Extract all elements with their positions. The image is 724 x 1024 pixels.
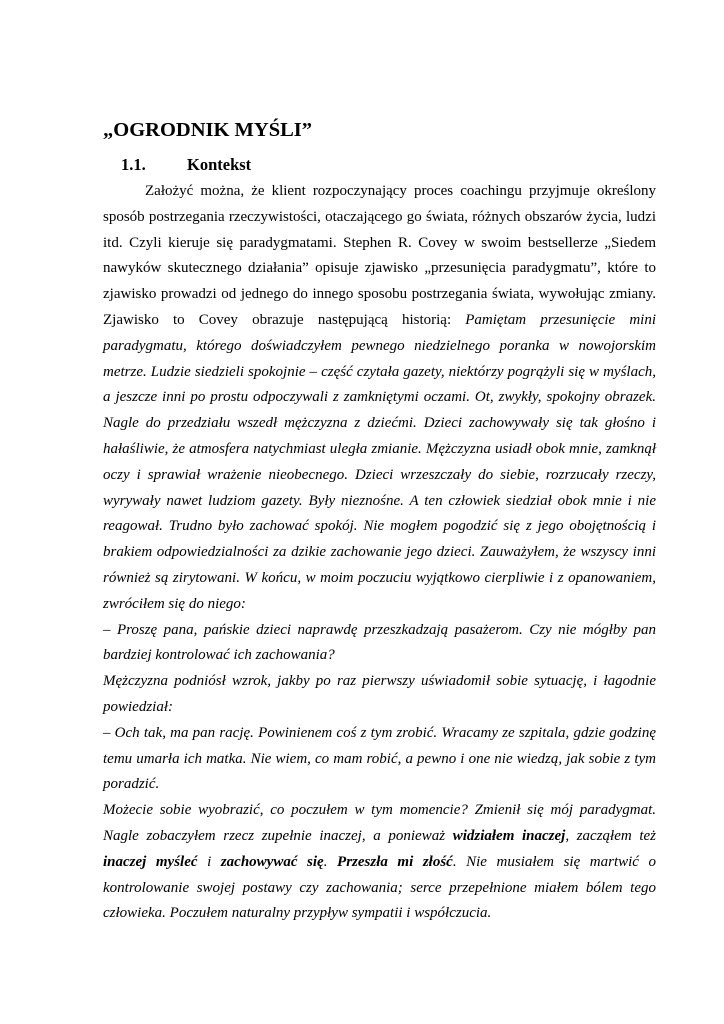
dialog-line-1: – Proszę pana, pańskie dzieci naprawdę przeszkadzają pasażerom. Czy nie mógłby pan bardziej kontrolować ich zachowania? [103,621,656,664]
closing-bold-3: zachowywać się [220,853,324,870]
page-content [103,116,656,927]
section-title: Kontekst [187,155,252,174]
closing-part-4: . [323,853,338,870]
section-heading [103,153,656,177]
section-number: 1.1. [121,155,146,174]
closing-bold-1: widziałem inaczej [452,827,566,844]
document-title: „OGRODNIK MYŚLI” [103,119,313,141]
quote-story-text: Pamiętam przesunięcie mini paradygmatu, którego doświadczyłem pewnego niedzielnego poranka w nowojorskim metrze. Ludzie siedzieli spokojnie – część czytała gazety, niektórzy pogrążyli się w myślach, a jeszcze inni po prostu odpoczywali z zamkniętymi oczami. Ot, zwykły, spokojny obrazek. Nagle do przedziału wszedł mężczyzna z dziećmi. Dzieci zachowywały się tak głośno i hałaśliwie, że atmosfera natychmiast uległa zmianie. Mężczyzna usiadł obok mnie, zamknął oczy i sprawiał wrażenie nieobecnego. Dzieci wrzeszczały do siebie, rozrzucały rzeczy, wyrywały nawet ludziom gazety. Były nieznośne. A ten człowiek siedział obok mnie i nie reagował. Trudno było zachować spokój. Nie mogłem pogodzić się z jego obojętnością i brakiem odpowiedzialności za dzikie zachowanie jego dzieci. Zauważyłem, że wszyscy inni również są zirytowani. W końcu, w moim poczuciu wyjątkowo cierpliwie i z opanowaniem, zwróciłem się do niego: [103,311,656,612]
closing-part-1: Możecie sobie wyobrazić, co poczułem w tym momencie? Zmienił się mój paradygmat. Nagle zobaczyłem rzecz zupełnie inaczej, a ponieważ [103,802,656,844]
closing-paragraph [103,798,656,927]
narration-line: Mężczyzna podniósł wzrok, jakby po raz pierwszy uświadomił sobie sytuację, i łagodnie powiedział: [103,673,656,715]
closing-part-3: i [197,853,221,870]
closing-part-2: , zacząłem też [565,827,657,844]
intro-plain-text: Założyć można, że klient rozpoczynający proces coachingu przyjmuje określony sposób postrzegania rzeczywistości, otaczającego go świata, różnych obszarów życia, ludzi itd. Czyli kieruje się paradygmatami. Stephen R. Covey w swoim bestsellerze „Siedem nawyków skutecznego działania” opisuje zjawisko „przesunięcia paradygmatu”, które to zjawisko prowadzi od jednego do innego sposobu postrzegania świata, wywołując zmiany. Zjawisko to Covey obrazuje następującą historią: [103,183,656,328]
closing-bold-4: Przeszła mi złość [337,853,453,870]
dialog-line-2: – Och tak, ma pan rację. Powinienem coś z tym zrobić. Wracamy ze szpitala, gdzie godzinę temu umarła ich matka. Nie wiem, co mam robić, a pewno i one nie wiedzą, jak sobie z tym poradzić. [103,724,656,793]
body-text [103,179,656,927]
closing-part-5: . Nie musiałem się martwić o kontrolowanie swojej postawy czy zachowania; serce przepełnione miałem bólem tego człowieka. Poczułem naturalny przypływ sympatii i współczucia. [103,853,657,922]
paragraph-intro [103,179,656,618]
closing-bold-2: inaczej myśleć [103,853,198,870]
